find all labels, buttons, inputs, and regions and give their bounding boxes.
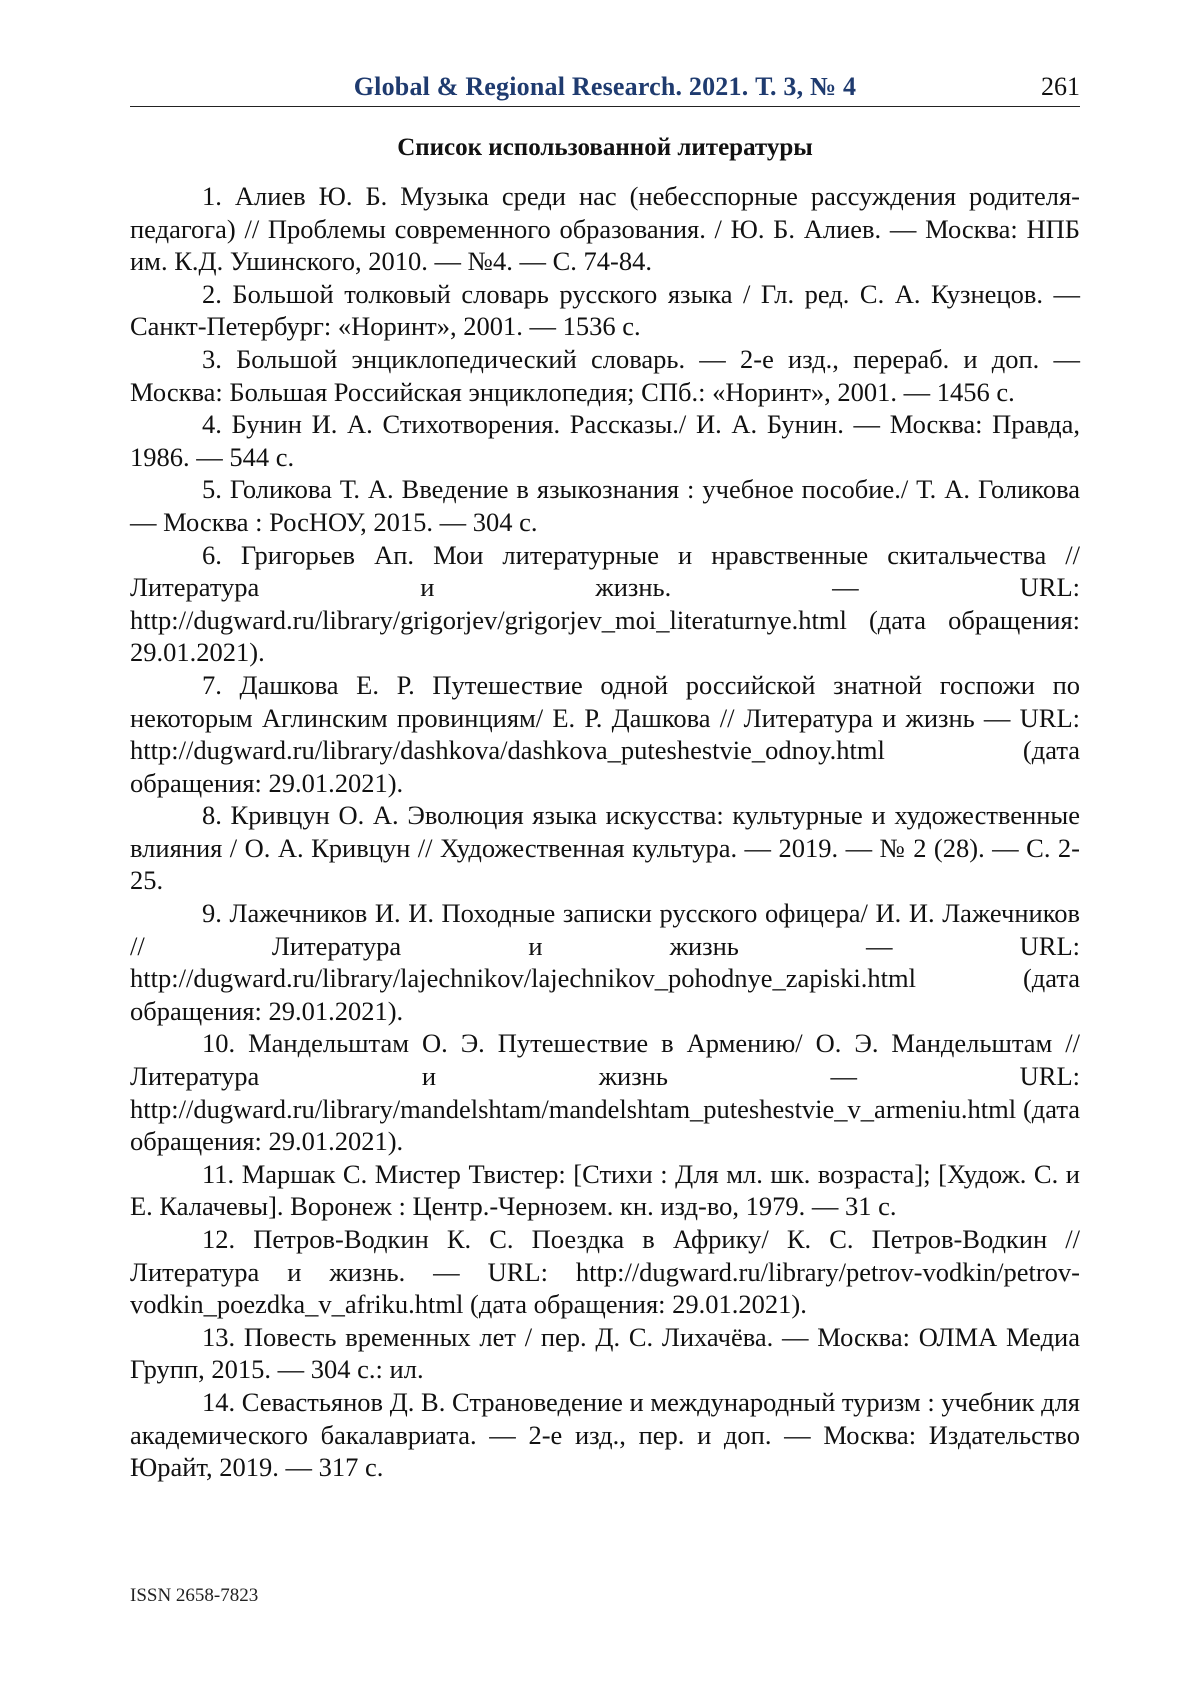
footer-issn: ISSN 2658-7823: [130, 1585, 259, 1606]
reference-item: 9. Лажечников И. И. Походные записки русского офицера/ И. И. Лажечников // Литература и жизнь — URL: http://dugward.ru/library/lajechnikov/lajechnikov_pohodnye_zapiski.html (дата обращения: 29.01.2021).: [130, 898, 1080, 1026]
reference-item: 12. Петров-Водкин К. С. Поездка в Африку/ К. С. Петров-Водкин // Литература и жизнь. — URL: http://dugward.ru/library/petrov-vodkin/petrov-vodkin_poezdka_v_afriku.html (дата обращения: 29.01.2021).: [130, 1224, 1080, 1320]
page-number: 261: [1041, 72, 1080, 101]
reference-item: 7. Дашкова Е. Р. Путешествие одной российской знатной госпожи по некоторым Аглинским провинциям/ Е. Р. Дашкова // Литература и жизнь — URL: http://dugward.ru/library/dashkova/dashkova_puteshestvie_odnoy.html (дата обращения: 29.01.2021).: [130, 669, 1080, 798]
reference-item: 2. Большой толковый словарь русского языка / Гл. ред. С. А. Кузнецов. — Санкт-Петербург: «Норинт», 2001. — 1536 с.: [130, 278, 1080, 342]
reference-item: 6. Григорьев Ап. Мои литературные и нравственные скитальчества // Литература и жизнь. — URL: http://dugward.ru/library/grigorjev/grigorjev_moi_literaturnye.html (дата обращения: 29.01.2021).: [130, 539, 1080, 668]
section-title: Список использованной литературы: [397, 134, 813, 161]
reference-item: 11. Маршак С. Мистер Твистер: [Стихи : Для мл. шк. возраста]; [Худож. С. и Е. Калачевы]. Воронеж : Центр.-Чернозем. кн. изд-во, 1979. — 31 с.: [130, 1158, 1080, 1222]
reference-item: 8. Кривцун О. А. Эволюция языка искусства: культурные и художественные влияния / О. А. Кривцун // Художественная культура. — 2019. — № 2 (28). — С. 2-25.: [130, 800, 1080, 896]
reference-item: 4. Бунин И. А. Стихотворения. Рассказы./ И. А. Бунин. — Москва: Правда, 1986. — 544 с.: [130, 409, 1080, 472]
reference-item: 1. Алиев Ю. Б. Музыка среди нас (небесспорные рассуждения родителя-педагога) // Проблемы современного образования. / Ю. Б. Алиев. — Москва: НПБ им. К.Д. Ушинского, 2010. — №4. — С. 74-84.: [130, 181, 1080, 277]
reference-list: [130, 180, 1080, 1484]
reference-item: 13. Повесть временных лет / пер. Д. С. Лихачёва. — Москва: ОЛМА Медиа Групп, 2015. — 304 с.: ил.: [130, 1321, 1080, 1385]
reference-item: 10. Мандельштам О. Э. Путешествие в Армению/ О. Э. Мандельштам // Литература и жизнь — URL: http://dugward.ru/library/mandelshtam/mandelshtam_puteshestvie_v_armeniu.html (дата обращения: 29.01.2021).: [130, 1028, 1080, 1157]
reference-item: 14. Севастьянов Д. В. Страноведение и международный туризм : учебник для академического бакалавриата. — 2-е изд., пер. и доп. — Москва: Издательство Юрайт, 2019. — 317 с.: [130, 1386, 1080, 1483]
reference-item: 5. Голикова Т. А. Введение в языкознания : учебное пособие./ Т. А. Голикова — Москва : РосНОУ, 2015. — 304 с.: [130, 474, 1080, 537]
journal-title: Global & Regional Research. 2021. Т. 3, № 4: [353, 72, 857, 101]
reference-item: 3. Большой энциклопедический словарь. — 2-е изд., перераб. и доп. — Москва: Большая Российская энциклопедия; СПб.: «Норинт», 2001. — 1456 с.: [130, 343, 1080, 407]
running-header: [130, 72, 1080, 107]
